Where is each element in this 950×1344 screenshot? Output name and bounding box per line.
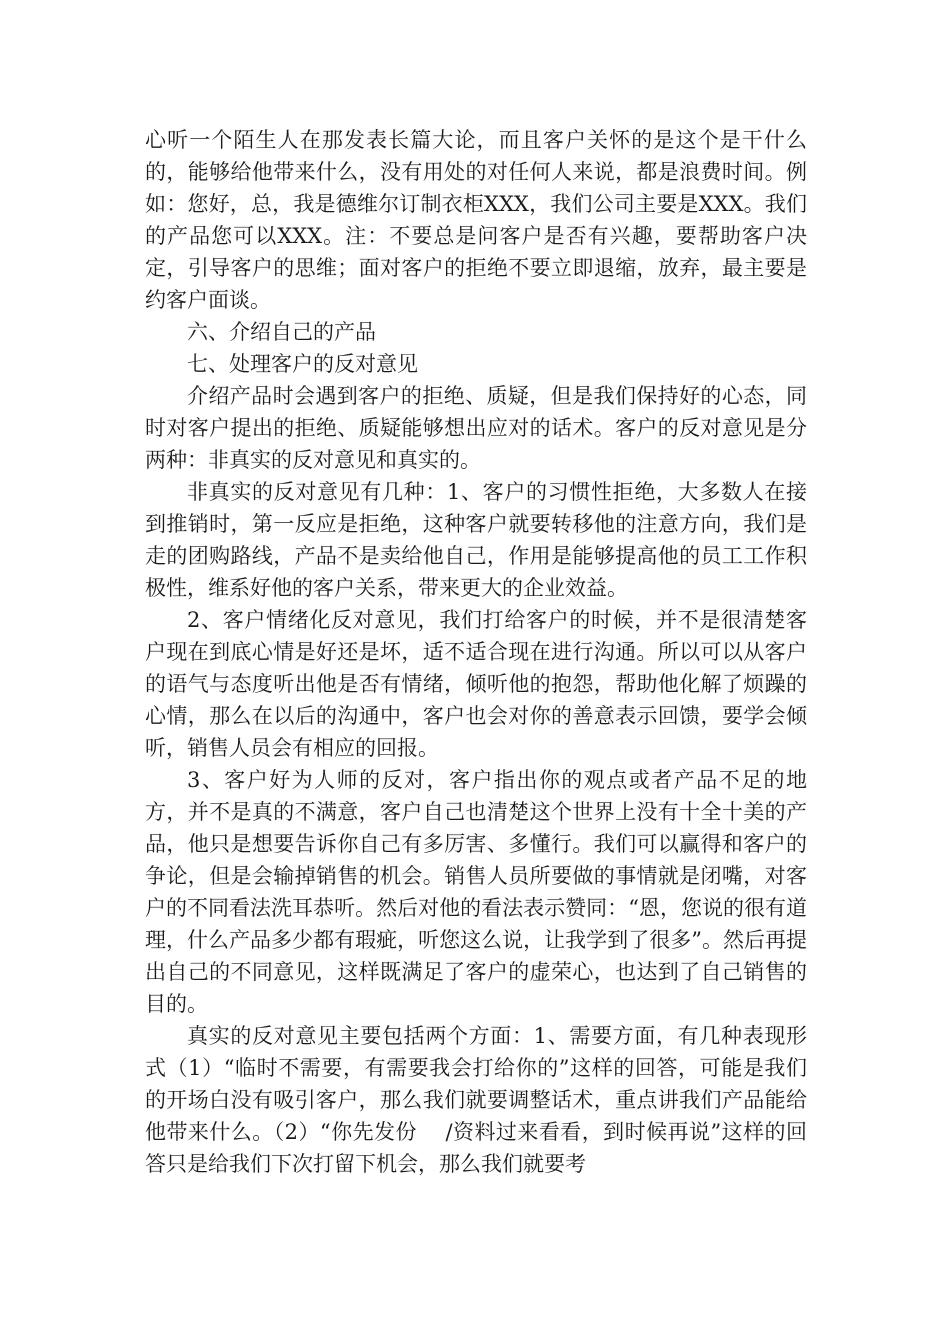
document-body xyxy=(145,124,807,1180)
section-heading-7: 七、处理客户的反对意见 xyxy=(187,352,418,376)
paragraph-intro-objections: 介绍产品时会遇到客户的拒绝、质疑，但是我们保持好的心态，同时对客户提出的拒绝、质疑能够想出应对的话术。客户的反对意见是分两种：非真实的反对意见和真实的。 xyxy=(145,384,807,472)
paragraph-teacher-objections: 3、客户好为人师的反对，客户指出你的观点或者产品不足的地方，并不是真的不满意，客户自己也清楚这个世界上没有十全十美的产品，他只是想要告诉你自己有多厉害、多懂行。我们可以赢得和客户的争论，但是会输掉销售的机会。销售人员所要做的事情就是闭嘴，对客户的不同看法洗耳恭听。然后对他的看法表示赞同：“恩，您说的很有道理，什么产品多少都有瑕疵，听您这么说，让我学到了很多”。然后再提出自己的不同意见，这样既满足了客户的虚荣心，也达到了自己销售的目的。 xyxy=(145,768,807,1016)
paragraph-real-objections: 真实的反对意见主要包括两个方面：1、需要方面，有几种表现形式（1）“临时不需要，有需要我会打给你的”这样的回答，可能是我们的开场白没有吸引客户，那么我们就要调整话术，重点讲我们产品能给他带来什么。（2）“你先发份 /资料过来看看，到时候再说”这样的回答只是给我们下次打留下机会，那么我们就要考 xyxy=(145,1024,807,1176)
section-heading-6: 六、介绍自己的产品 xyxy=(187,320,376,344)
paragraph-emotional-objections: 2、客户情绪化反对意见，我们打给客户的时候，并不是很清楚客户现在到底心情是好还是坏，适不适合现在进行沟通。所以可以从客户的语气与态度听出他是否有情绪，倾听他的抱怨，帮助他化解了烦躁的心情，那么在以后的沟通中，客户也会对你的善意表示回馈，要学会倾听，销售人员会有相应的回报。 xyxy=(145,608,807,760)
paragraph-false-objections: 非真实的反对意见有几种：1、客户的习惯性拒绝，大多数人在接到推销时，第一反应是拒绝，这种客户就要转移他的注意方向，我们是走的团购路线，产品不是卖给他自己，作用是能够提高他的员工工作积极性，维系好他的客户关系，带来更大的企业效益。 xyxy=(145,480,807,600)
paragraph-continuation: 心听一个陌生人在那发表长篇大论，而且客户关怀的是这个是干什么的，能够给他带来什么，没有用处的对任何人来说，都是浪费时间。例如：您好，总，我是德维尔订制衣柜XXX，我们公司主要是XXX。我们的产品您可以XXX。注：不要总是问客户是否有兴趣，要帮助客户决定，引导客户的思维；面对客户的拒绝不要立即退缩，放弃，最主要是约客户面谈。 xyxy=(145,128,807,312)
